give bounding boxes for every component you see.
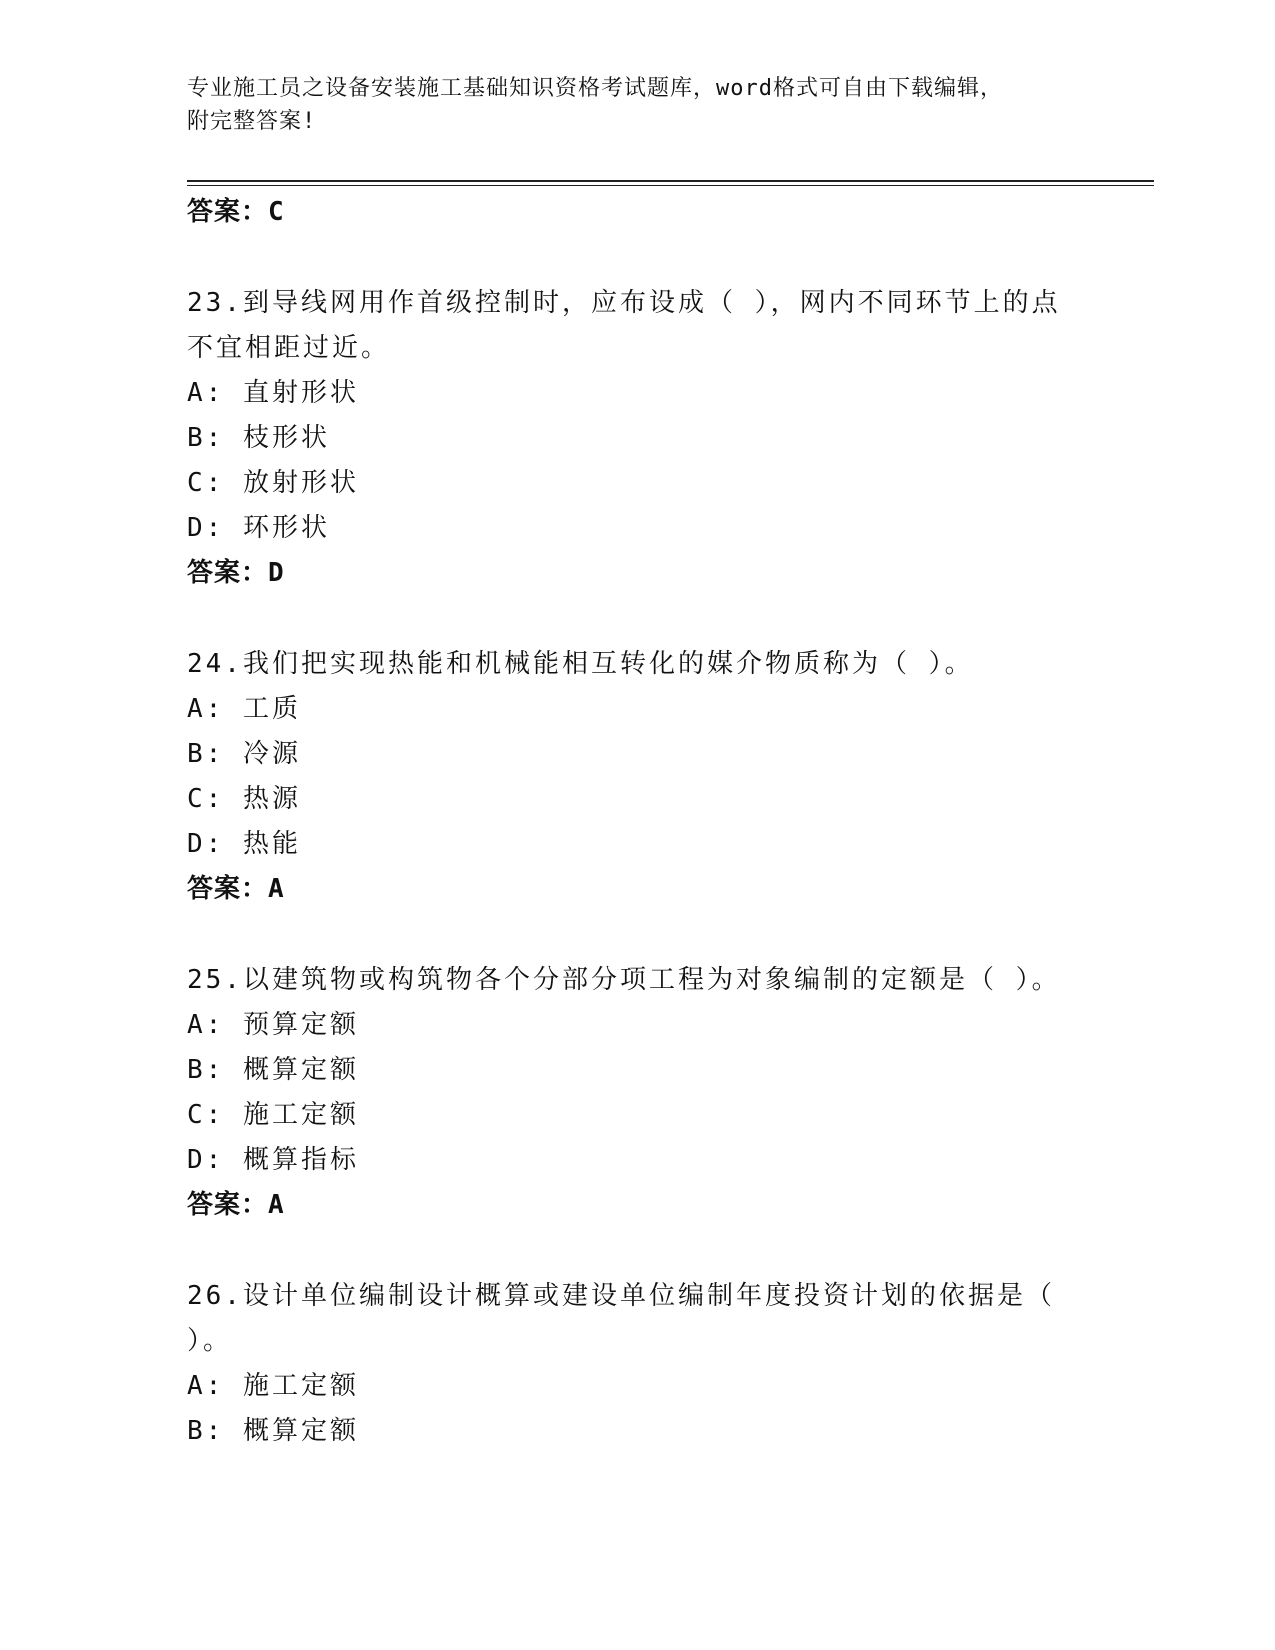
option-a: A: 工质 bbox=[187, 694, 301, 724]
question-23 bbox=[187, 281, 1067, 596]
option-b: B: 枝形状 bbox=[187, 423, 330, 453]
question-text-continued: 不宜相距过近。 bbox=[187, 333, 391, 363]
document-header bbox=[187, 72, 1067, 138]
option-b: B: 概算定额 bbox=[187, 1416, 359, 1446]
question-26 bbox=[187, 1274, 1067, 1454]
question-text: 23.到导线网用作首级控制时，应布设成（ ），网内不同环节上的点 bbox=[187, 288, 1061, 318]
header-divider-thick bbox=[187, 180, 1154, 182]
question-text: 25.以建筑物或构筑物各个分部分项工程为对象编制的定额是（ ）。 bbox=[187, 965, 1061, 995]
option-a: A: 直射形状 bbox=[187, 378, 359, 408]
header-line-2: 附完整答案! bbox=[187, 109, 317, 134]
question-list bbox=[187, 190, 1067, 1454]
option-d: D: 环形状 bbox=[187, 513, 330, 543]
answer-line: 答案：A bbox=[187, 1190, 285, 1220]
question-text-continued: ）。 bbox=[187, 1326, 233, 1356]
option-c: C: 放射形状 bbox=[187, 468, 359, 498]
answer-line: 答案：D bbox=[187, 558, 285, 588]
option-a: A: 预算定额 bbox=[187, 1010, 359, 1040]
option-c: C: 热源 bbox=[187, 784, 301, 814]
option-a: A: 施工定额 bbox=[187, 1371, 359, 1401]
header-line-1: 专业施工员之设备安装施工基础知识资格考试题库，word格式可自由下载编辑， bbox=[187, 76, 1003, 101]
question-24 bbox=[187, 642, 1067, 912]
header-divider-thin bbox=[187, 185, 1154, 186]
option-c: C: 施工定额 bbox=[187, 1100, 359, 1130]
question-text: 26.设计单位编制设计概算或建设单位编制年度投资计划的依据是（ bbox=[187, 1281, 1055, 1311]
option-d: D: 概算指标 bbox=[187, 1145, 359, 1175]
option-d: D: 热能 bbox=[187, 829, 301, 859]
question-25 bbox=[187, 958, 1067, 1228]
option-b: B: 概算定额 bbox=[187, 1055, 359, 1085]
option-b: B: 冷源 bbox=[187, 739, 301, 769]
answer-line: 答案：C bbox=[187, 197, 285, 227]
question-text: 24.我们把实现热能和机械能相互转化的媒介物质称为（ ）。 bbox=[187, 649, 974, 679]
answer-line: 答案：A bbox=[187, 874, 285, 904]
